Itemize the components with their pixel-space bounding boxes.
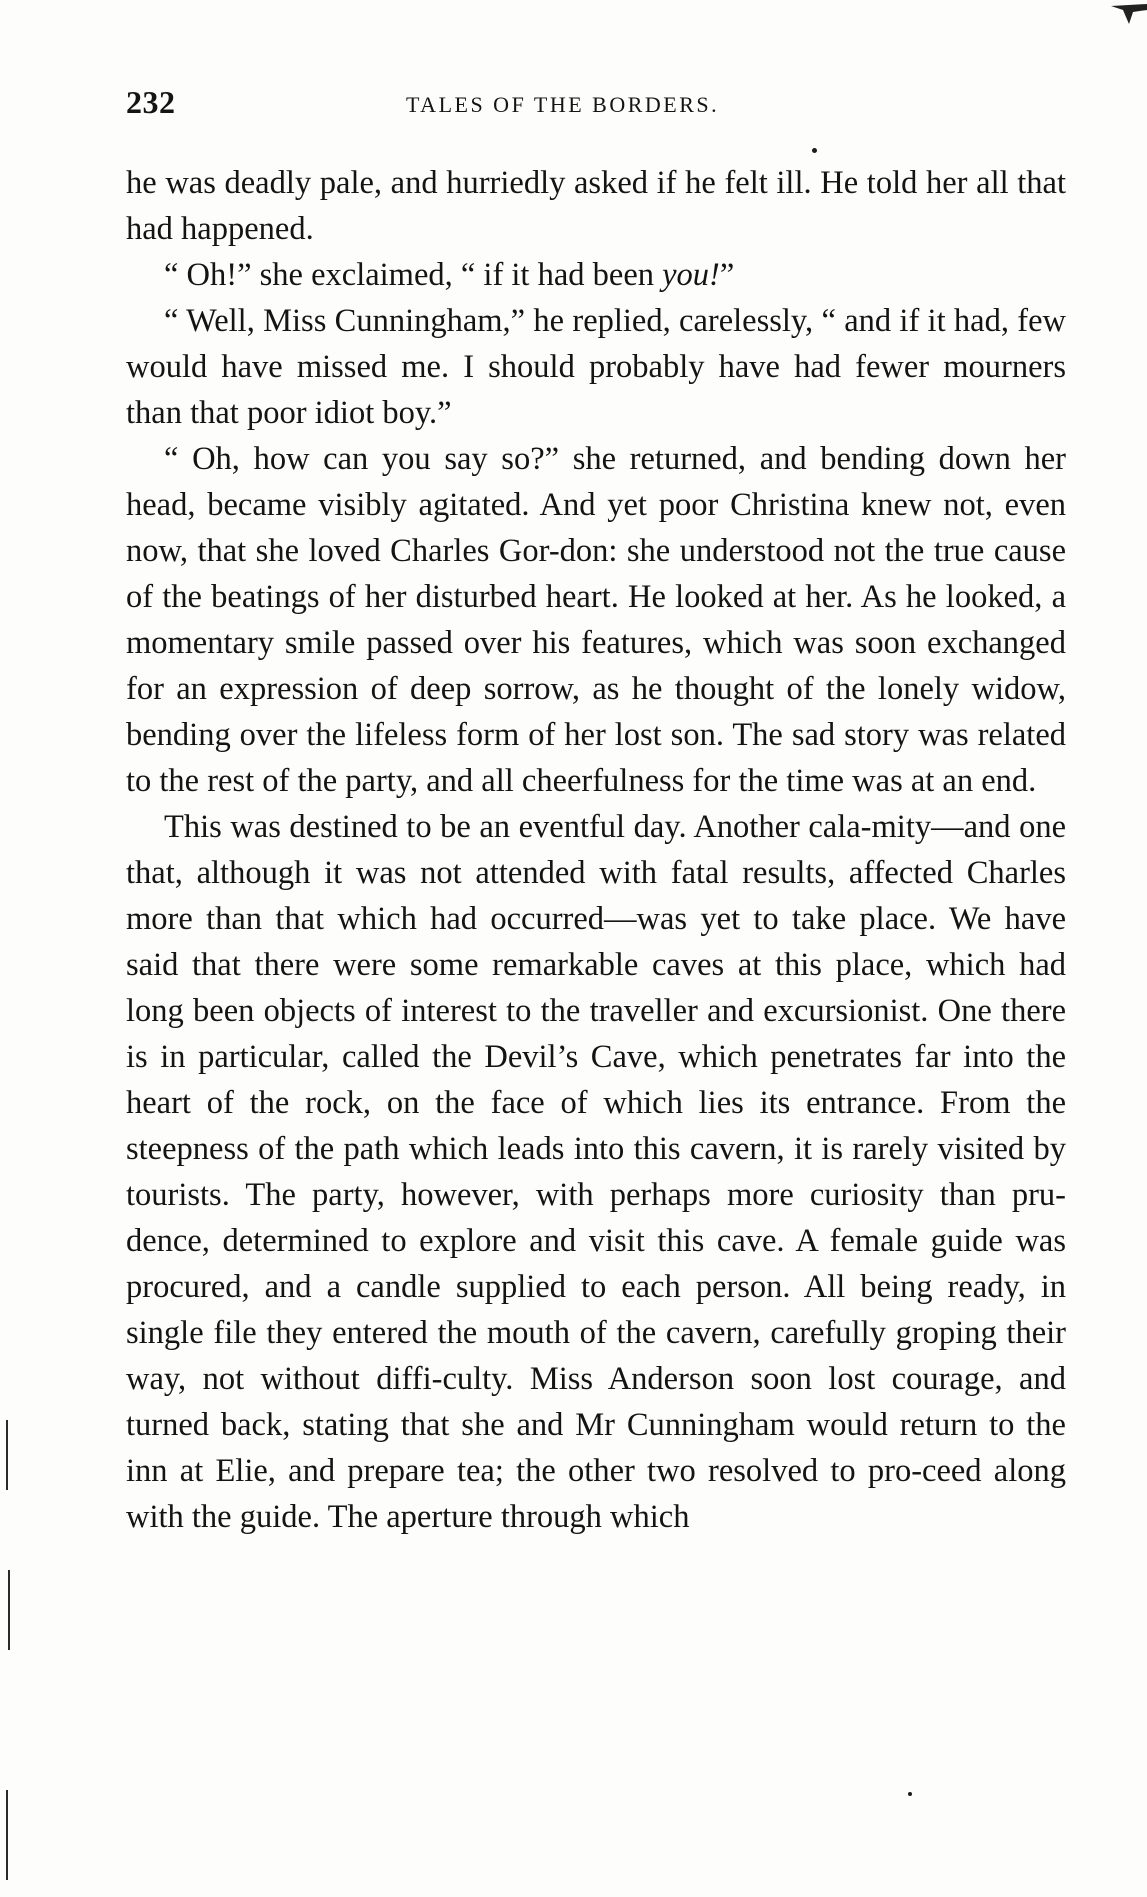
paragraph-4: “ Oh, how can you say so?” she returned, and bending down her head, became visibly agitated. And yet poor Christina knew not, even now, that she loved Charles Gor-don: she understood not the true cause of the beatings of her disturbed heart. He looked at her. As he looked, a momentary smile passed over his features, which was soon exchanged for an expression of deep sorrow, as he thought of the lonely widow, bending over the lifeless form of her lost son. The sad story was related to the rest of the party, and all cheerfulness for the time was at an end. (126, 441, 1066, 799)
paragraph-2-text-before: “ Oh!” she exclaimed, “ if it had been (164, 257, 663, 293)
running-title: TALES OF THE BORDERS. (406, 92, 720, 117)
paragraph-5: This was destined to be an eventful day. Another cala-mity—and one that, although it was not attended with fatal results, affected Charles more than that which had occurred—was yet to take place. We have said that there were some remarkable caves at this place, which had long been objects of interest to the traveller and excursionist. One there is in particular, called the Devil’s Cave, which penetrates far into the heart of the rock, on the face of which lies its entrance. From the steepness of the path which leads into this cavern, it is rarely visited by tourists. The party, however, with perhaps more curiosity than pru-dence, determined to explore and visit this cave. A female guide was procured, and a candle supplied to each person. All being ready, in single file they entered the mouth of the cavern, carefully groping their way, not without diffi-culty. Miss Anderson soon lost courage, and turned back, stating that she and Mr Cunningham would return to the inn at Elie, and prepare tea; the other two resolved to pro-ceed along with the guide. The aperture through which (126, 809, 1066, 1535)
page-header (126, 84, 1066, 124)
paragraph-2 (126, 252, 1066, 298)
paragraph-3: “ Well, Miss Cunningham,” he replied, carelessly, “ and if it had, few would have missed me. I should probably have had fewer mourners than that poor idiot boy.” (126, 303, 1066, 431)
margin-line-3 (6, 1790, 8, 1880)
body-text (126, 160, 1066, 1540)
margin-line-1 (6, 1420, 8, 1490)
paragraph-2-text-after: ” (719, 257, 735, 293)
page-number: 232 (126, 84, 176, 120)
speck-1 (812, 148, 817, 153)
paragraph-2-emphasis: you! (662, 257, 720, 293)
margin-line-2 (8, 1570, 10, 1650)
paragraph-1: he was deadly pale, and hurriedly asked if he felt ill. He told her all that had happened. (126, 165, 1066, 247)
scan-corner-mark (1111, 4, 1147, 26)
speck-2 (908, 1792, 912, 1796)
